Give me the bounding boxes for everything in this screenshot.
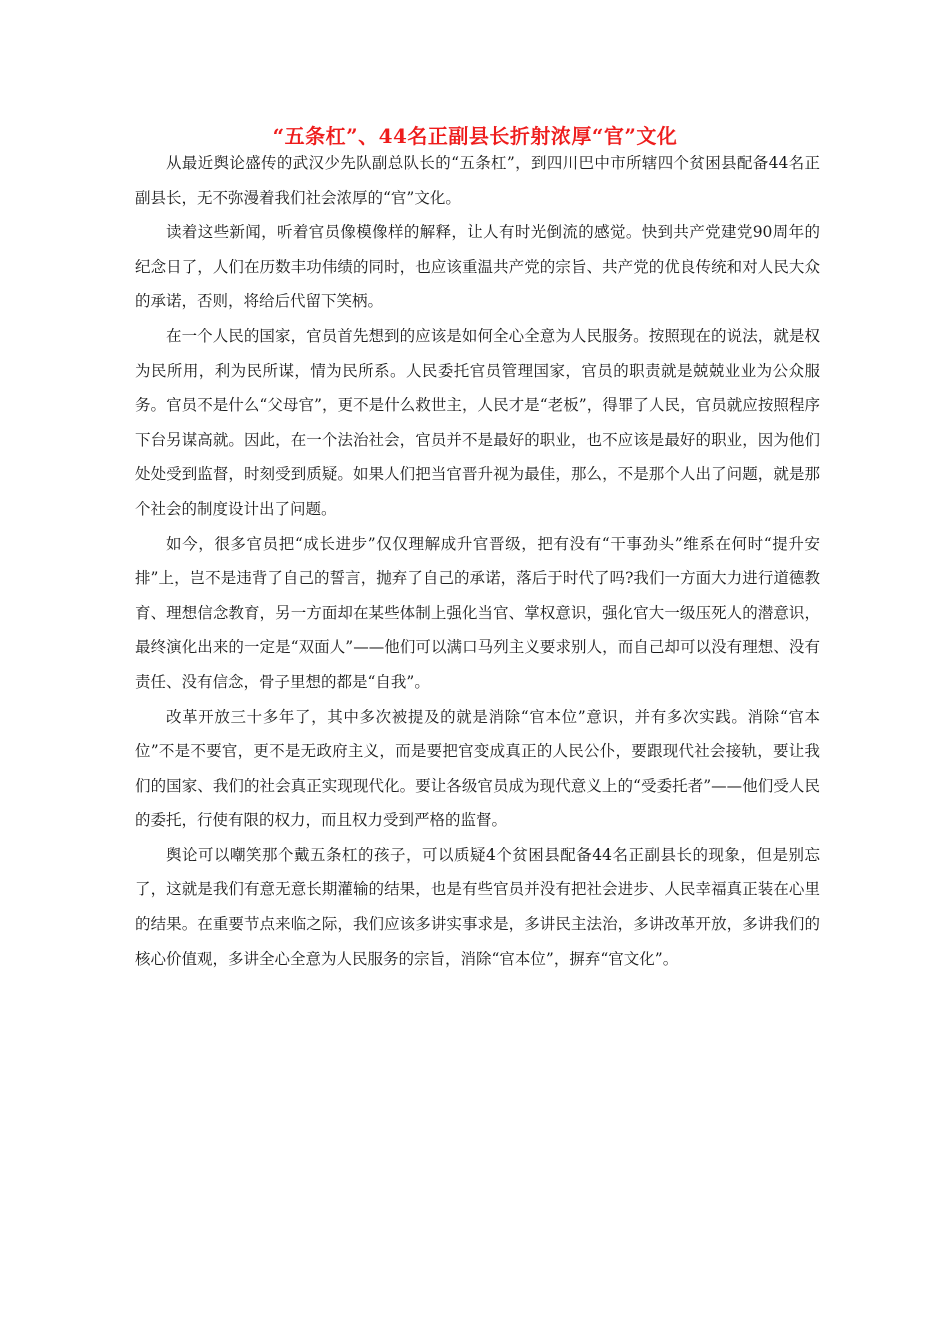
paragraph-4: 如今，很多官员把“成长进步”仅仅理解成升官晋级，把有没有“干事劲头”维系在何时“提升安排”上，岂不是违背了自己的誓言，抛弃了自己的承诺，落后于时代了吗?我们一方面大力进行道德教育、理想信念教育，另一方面却在某些体制上强化当官、掌权意识，强化官大一级压死人的潜意识，最终演化出来的一定是“双面人”——他们可以满口马列主义要求别人，而自己却可以没有理想、没有责任、没有信念，骨子里想的都是“自我”。 [135, 534, 820, 691]
paragraph-6: 舆论可以嘲笑那个戴五条杠的孩子，可以质疑4个贫困县配备44名正副县长的现象，但是别忘了，这就是我们有意无意长期灌输的结果，也是有些官员并没有把社会进步、人民幸福真正装在心里的结果。在重要节点来临之际，我们应该多讲实事求是，多讲民主法治，多讲改革开放，多讲我们的核心价值观，多讲全心全意为人民服务的宗旨，消除“官本位”，摒弃“官文化”。 [135, 845, 820, 968]
paragraph-2: 读着这些新闻，听着官员像模像样的解释，让人有时光倒流的感觉。快到共产党建党90周年的纪念日了，人们在历数丰功伟绩的同时，也应该重温共产党的宗旨、共产党的优良传统和对人民大众的承诺，否则，将给后代留下笑柄。 [135, 223, 820, 311]
paragraph-3: 在一个人民的国家，官员首先想到的应该是如何全心全意为人民服务。按照现在的说法，就是权为民所用，利为民所谋，情为民所系。人民委托官员管理国家，官员的职责就是兢兢业业为公众服务。官员不是什么“父母官”，更不是什么救世主，人民才是“老板”，得罪了人民，官员就应按照程序下台另谋高就。因此，在一个法治社会，官员并不是最好的职业，也不应该是最好的职业，因为他们处处受到监督，时刻受到质疑。如果人们把当官晋升视为最佳，那么，不是那个人出了问题，就是那个社会的制度设计出了问题。 [135, 326, 820, 518]
document-body [135, 146, 820, 976]
paragraph-5: 改革开放三十多年了，其中多次被提及的就是消除“官本位”意识，并有多次实践。消除“官本位”不是不要官，更不是无政府主义，而是要把官变成真正的人民公仆，要跟现代社会接轨，要让我们的国家、我们的社会真正实现现代化。要让各级官员成为现代意义上的“受委托者”——他们受人民的委托，行使有限的权力，而且权力受到严格的监督。 [135, 707, 820, 830]
document-title: “五条杠”、44名正副县长折射浓厚“官”文化 [272, 124, 678, 148]
paragraph-1: 从最近舆论盛传的武汉少先队副总队长的“五条杠”，到四川巴中市所辖四个贫困县配备44名正副县长，无不弥漫着我们社会浓厚的“官”文化。 [135, 154, 820, 207]
